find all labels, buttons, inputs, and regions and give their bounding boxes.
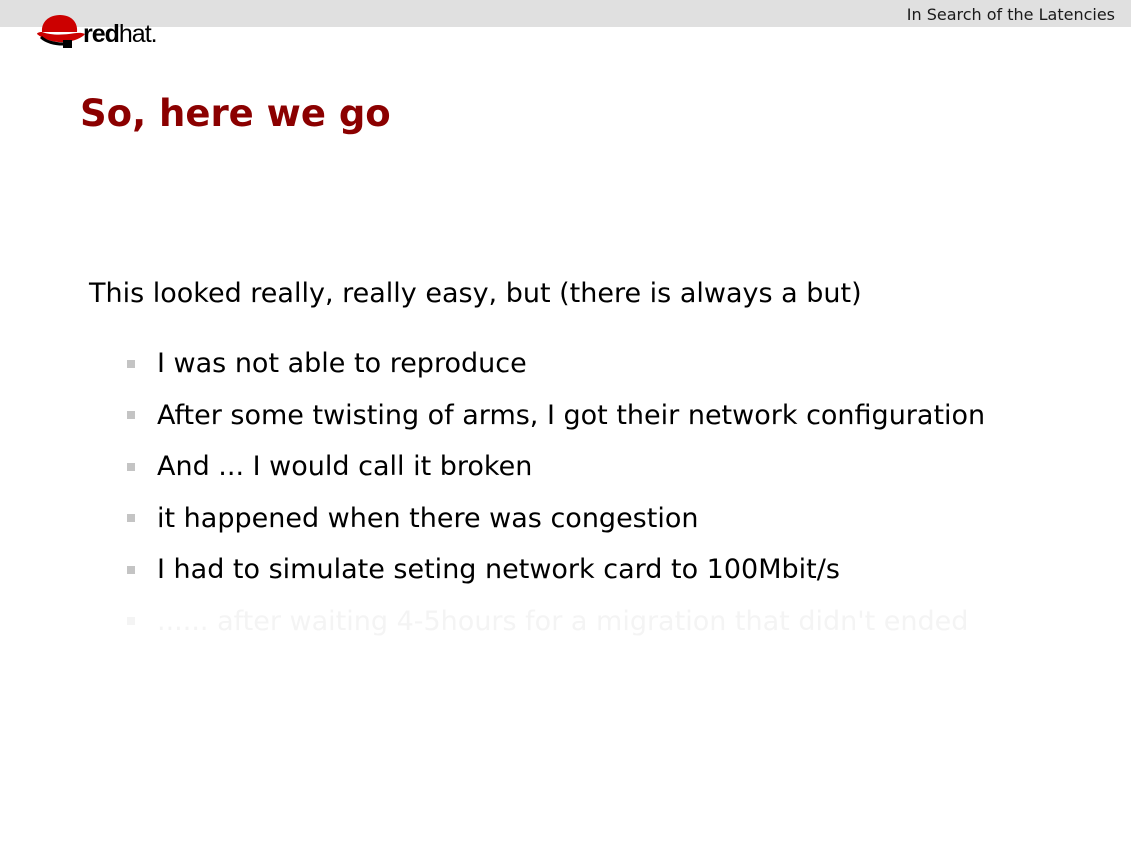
bullet-marker-icon (127, 463, 135, 471)
slide-title: So, here we go (80, 92, 391, 135)
bullet-text: And ... I would call it broken (157, 451, 533, 483)
red-hat-logo (36, 13, 157, 49)
bullet-marker-icon (127, 360, 135, 368)
bullet-marker-icon (127, 617, 135, 625)
bullet-text: I was not able to reproduce (157, 348, 527, 380)
bullet-item (127, 596, 985, 648)
header-title: In Search of the Latencies (906, 5, 1115, 24)
bullet-item (127, 441, 985, 493)
intro-text: This looked really, really easy, but (there is always a but) (89, 278, 862, 309)
bullet-marker-icon (127, 514, 135, 522)
bullet-item (127, 390, 985, 442)
header-bar (0, 0, 1131, 27)
bullet-text: ...... after waiting 4-5hours for a migration that didn't ended (157, 605, 969, 637)
logo-text-red: red (83, 19, 119, 48)
logo-wordmark (83, 20, 157, 49)
bullet-text: After some twisting of arms, I got their network configuration (157, 399, 986, 431)
bullet-item (127, 544, 985, 596)
bullet-item (127, 338, 985, 390)
bullet-list (127, 338, 985, 647)
bullet-marker-icon (127, 411, 135, 419)
red-hat-fedora-icon (36, 13, 86, 49)
bullet-text: I had to simulate seting network card to 100Mbit/s (157, 554, 840, 586)
bullet-item (127, 493, 985, 545)
logo-text-hat: hat. (118, 19, 157, 48)
bullet-text: it happened when there was congestion (157, 502, 699, 534)
bullet-marker-icon (127, 566, 135, 574)
